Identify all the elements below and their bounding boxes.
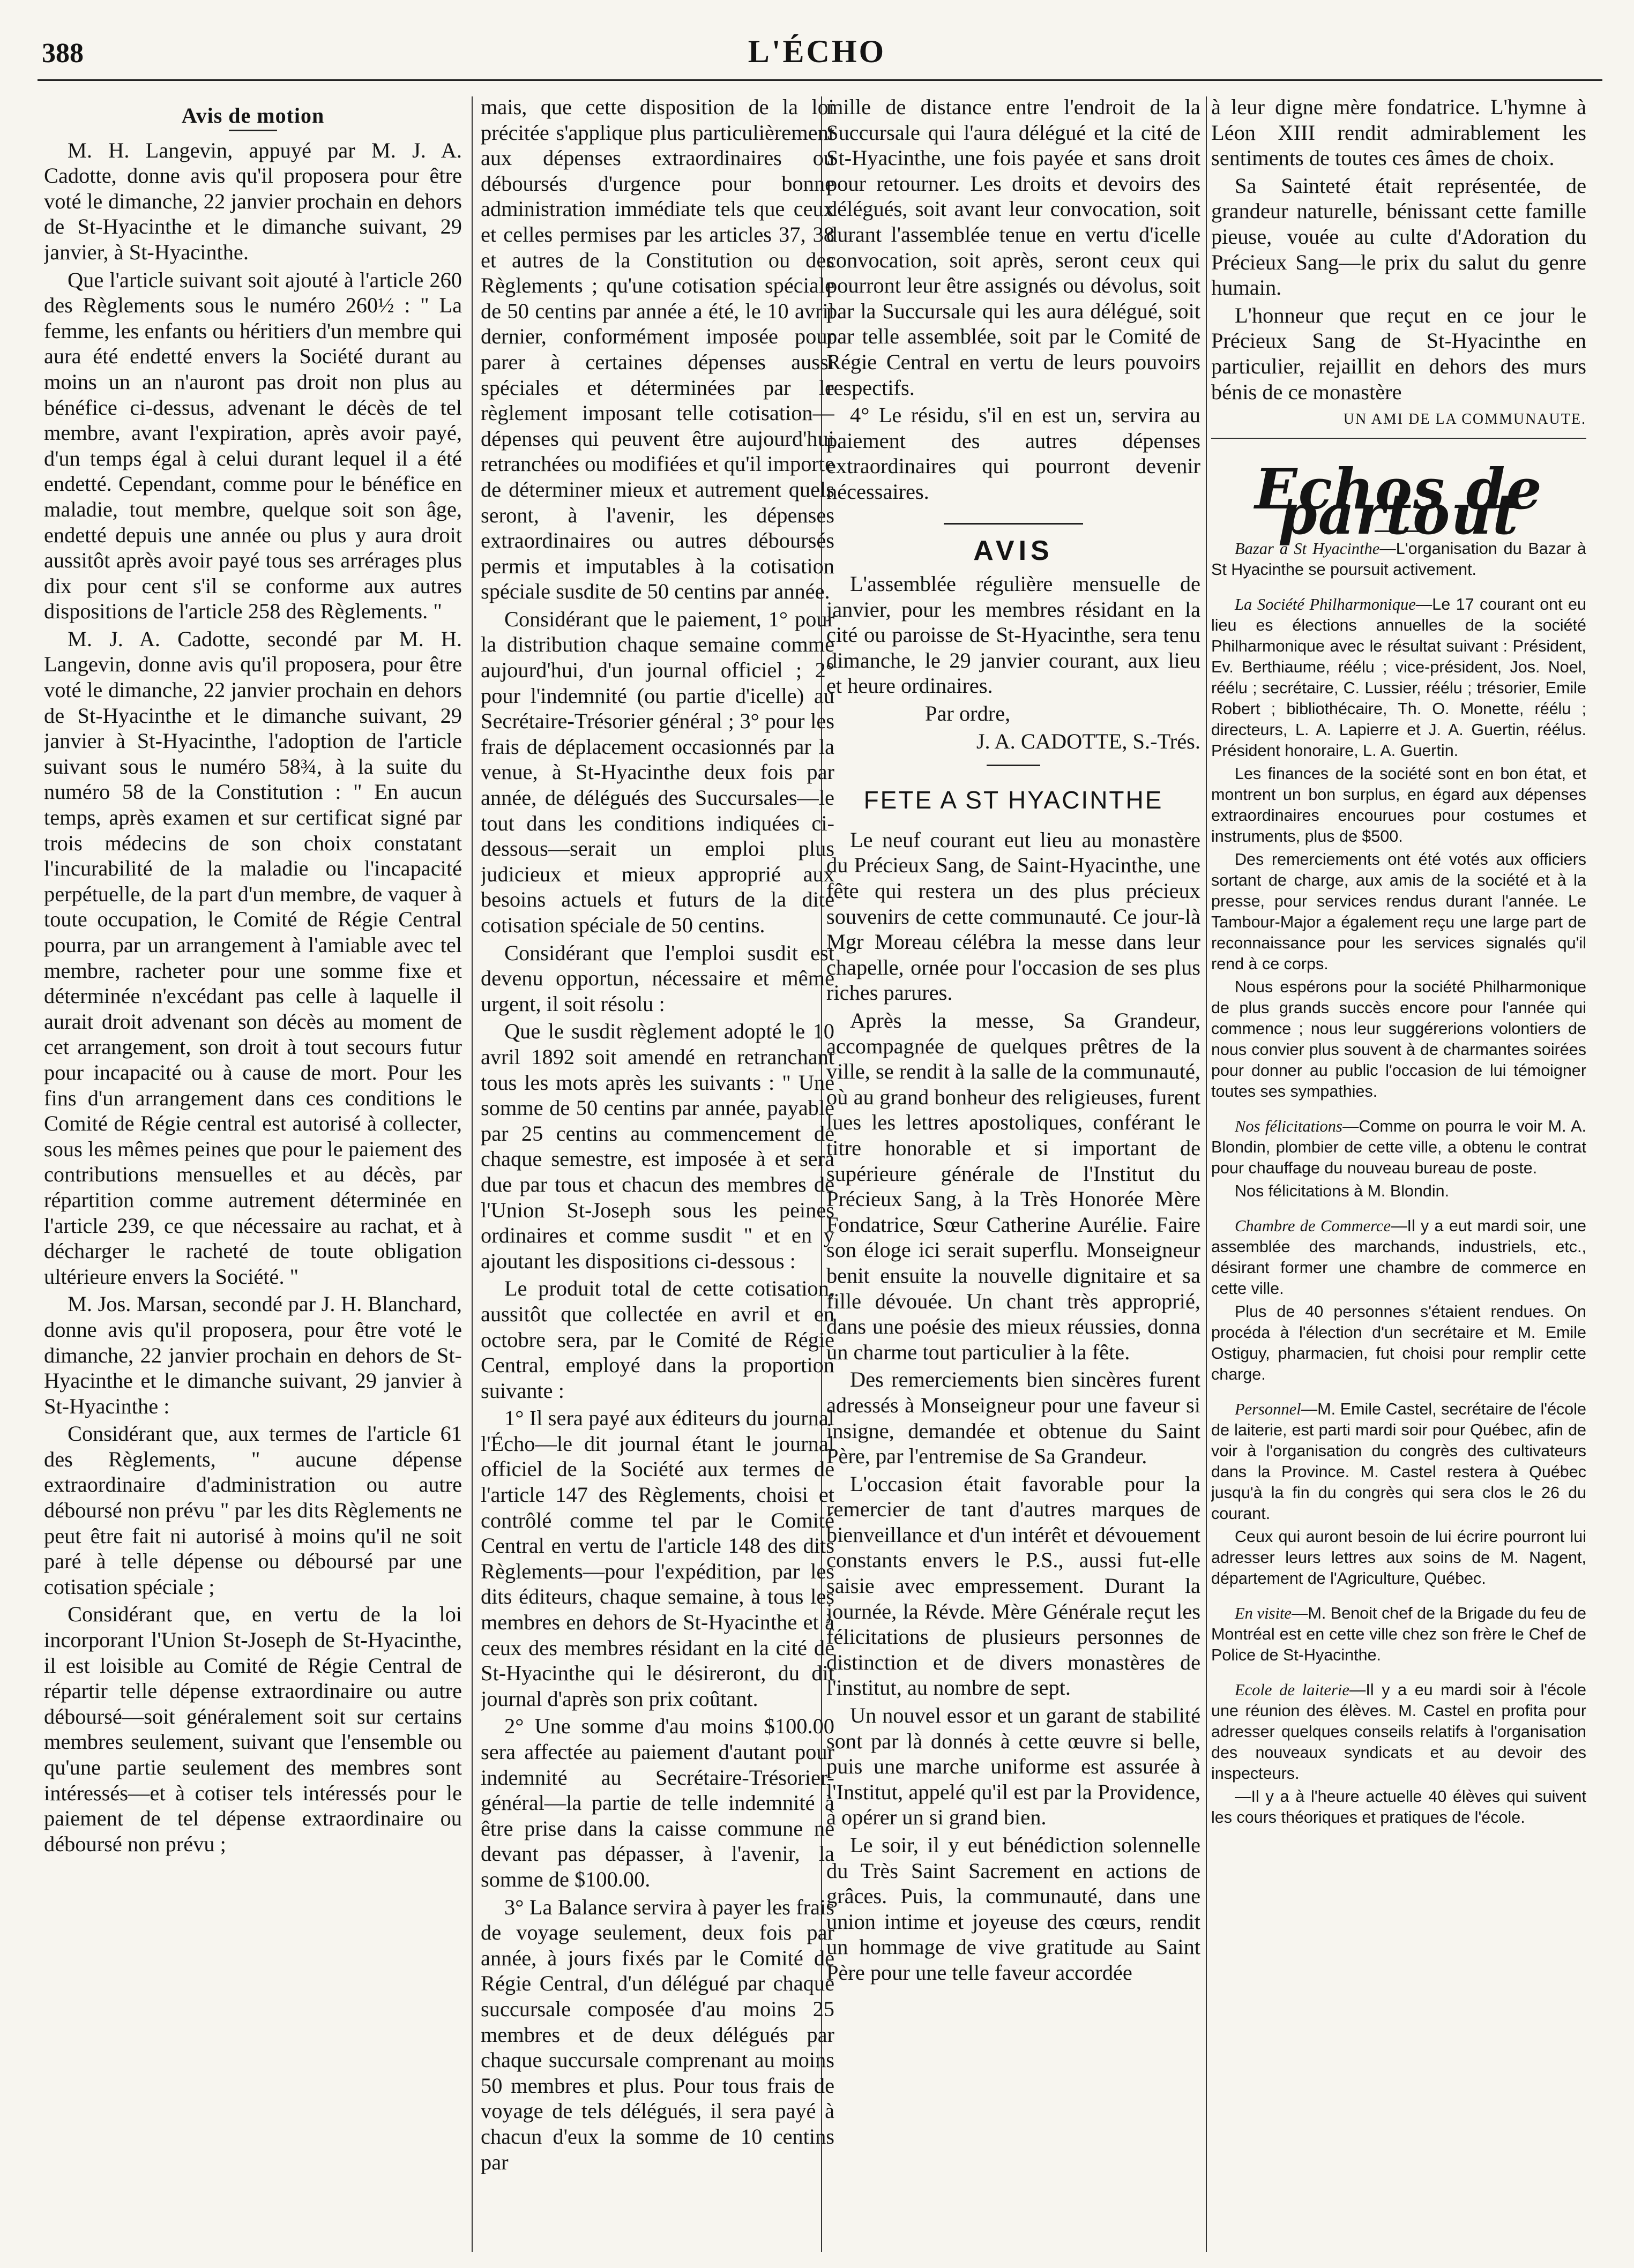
page-header — [0, 0, 1634, 91]
column-2 — [481, 94, 834, 2257]
section-rule — [1211, 438, 1586, 439]
paragraph: Le neuf courant eut lieu au monastère du Précieux Sang, de Saint-Hyacinthe, une fête qui restera un des plus précieux souvenirs de cette communauté. Ce jour-là Mgr Moreau célébra la messe dans leur chapelle, ornée pour l'occasion de ses plus riches parures. — [826, 827, 1200, 1005]
news-item-lead: En visite — [1235, 1604, 1292, 1622]
section-heading-avis: AVIS — [973, 535, 1054, 566]
heading-rule — [229, 130, 277, 131]
paragraph: à leur digne mère fondatrice. L'hymne à Léon XIII rendit admirablement les sentiments de toutes ces âmes de choix. — [1211, 95, 1586, 170]
section-rule — [944, 523, 1083, 525]
news-item — [1211, 1680, 1586, 1784]
news-item-lead: Personnel — [1235, 1399, 1301, 1418]
paragraph: Considérant que, en vertu de la loi incorporant l'Union St-Joseph de St-Hyacinthe, il est loisible au Comité de Régie Central de répartir telle dépense extraordinaire ou autre déboursé—soit généralement soit sur certains membres seulement, suivant que l'ensemble ou qu'une partie seulement des membres sont intéressés—et à cotiser tels intéressés pour le paiement de tel dépense extraordinaire ou déboursé non prévu ; — [44, 1602, 462, 1856]
section-heading-echos: Echos de partout — [1255, 455, 1543, 548]
news-item-text: —Le 17 courant ont eu lieu es élections annuelles de la société Philharmonique avec le résultat suivant : Président, Ev. Berthiaume, réélu ; vice-président, Jos. Noel, réélu ; secrétaire, C. Lussier, réélu ; trésorier, Emile Robert ; bibliothécaire, Th. O. Monette, réélu ; directeurs, L. A. Lapierre et J. A. Guertin, réélus. Président honoraire, L. A. Guertin. — [1211, 595, 1586, 760]
news-item-text: —Il y a eut mardi soir, une assemblée des marchands, industriels, etc., désirant former une chambre de commerce en cette ville. — [1211, 1216, 1586, 1298]
news-item-text: Ceux qui auront besoin de lui écrire pourront lui adresser leurs lettres aux soins de M. Nagent, département de l'Agriculture, Québec. — [1211, 1527, 1586, 1588]
paragraph: Que le susdit règlement adopté le 10 avril 1892 soit amendé en retranchant tous les mots après les suivants : " Une somme de 50 centins par année, payable par 25 centins au commencement de chaque semestre, est imposée à et sera due par tous et chacun des membres de l'Union St-Joseph sous les peines ordinaires et comme susdit " et en y ajoutant les dispositions ci-dessous : — [481, 1019, 834, 1273]
column-divider — [472, 96, 473, 2252]
news-item — [1211, 1181, 1586, 1202]
paragraph: M. Jos. Marsan, secondé par J. H. Blanchard, donne avis qu'il proposera, pour être voté le dimanche, 22 janvier prochain en dehors de St-Hyacinthe et le dimanche suivant, 29 janvier à St-Hyacinthe : — [44, 1292, 462, 1418]
news-item-text: —Comme on pourra le voir M. A. Blondin, plombier de cette ville, a obtenu le contrat pour chauffage du nouveau bureau de poste. — [1211, 1117, 1586, 1177]
news-item — [1211, 849, 1586, 975]
news-item — [1211, 594, 1586, 761]
news-item-text: Nous espérons pour la société Philharmonique de plus grands succès encore pour l'année qui commence ; nous leur suggérerions volontiers de nous convier plus souvent à de charmantes soirées pour donner au public l'occasion de lui témoigner toutes ses sympathies. — [1211, 977, 1586, 1101]
news-item — [1211, 1116, 1586, 1179]
news-item-text: —M. Benoit chef de la Brigade du feu de Montréal est en cette ville chez son frère le Chef de Police de St-Hyacinthe. — [1211, 1604, 1586, 1664]
masthead: L'ÉCHO — [748, 34, 886, 69]
paragraph: mais, que cette disposition de la loi précitée s'applique plus particulièrement aux dépenses extraordinaires ou déboursés d'urgence pour bonne administration immédiate tels que ceux et celles permises par les articles 37, 38 et autres de la Constitution ou des Règlements ; qu'une cotisation spéciale de 50 centins par année a été, le 10 avril dernier, conformément imposée pour parer à certaines dépenses aussi spéciales et déterminées par le règlement imposant telle cotisation—dépenses qui peuvent être aujourd'hui retranchées ou modifiées et qu'il importe de déterminer mieux et autrement quels seront, à l'avenir, les dépenses extraordinaires ou autres déboursés permis et imputables à la cotisation spéciale susdite de 50 centins par année. — [481, 95, 834, 604]
paragraph: Considérant que le paiement, 1° pour la distribution chaque semaine comme aujourd'hui, d'un journal officiel ; 2° pour l'indemnité (ou partie d'icelle) au Secrétaire-Trésorier général ; 3° pour les frais de déplacement occasionnés par la venue, à St-Hyacinthe deux fois par année, de délégués des Succursales—le tout dans les conditions indiquées ci-dessous—serait un emploi plus judicieux et mieux approprié aux besoins actuels et futurs de la dite cotisation spéciale de 50 centins. — [481, 607, 834, 937]
paragraph: M. J. A. Cadotte, secondé par M. H. Langevin, donne avis qu'il proposera, pour être voté le dimanche, 22 janvier prochain en dehors de St-Hyacinthe et le dimanche suivant, 29 janvier à St-Hyacinthe, l'adoption de l'article suivant sous le numéro 58¾, à la suite du numéro 58 de la Constitution : " En aucun temps, après examen et sur certificat signé par trois médecins de son choix constatant l'incurabilité de la maladie ou l'incapacité perpétuelle, de la part d'un membre, de vaquer à toute occupation, le Comité de Régie Central pourra, par un arrangement à l'amiable avec tel membre, racheter pour une somme fixe et déterminée n'excédant pas celle à laquelle il aurait droit advenant son décès au moment de cet arrangement, son droit à tout secours futur pour incapacité ou à cause de mort. Pour les fins d'un arrangement dans ces conditions le Comité de Régie central est autorisé à collecter, sous les mêmes peines que pour le paiement des contributions mensuelles et au décès, par répartition comme autrement déterminée en l'article 239, ce que nécessaire au rachat, et à décharger le racheté de toute obligation ultérieure envers la Société. " — [44, 626, 462, 1289]
news-item — [1211, 1603, 1586, 1666]
column-4 — [1211, 94, 1586, 2257]
paragraph: Un nouvel essor et un garant de stabilité sont par là donnés à cette œuvre si belle, puis une marche uniforme est assurée à l'Institut, appelé qu'il est par la Providence, à opérer un si grand bien. — [826, 1703, 1200, 1830]
paragraph: mille de distance entre l'endroit de la Succursale qui l'aura délégué et la cité de St-Hyacinthe, une fois payée et sans droit pour retourner. Les droits et devoirs des délégués, soit avant leur convocation, soit durant l'assemblée tenue en vertu d'icelle convocation, soit après, seront ceux qui pourront leur être assignés ou dévolus, soit par la Succursale qui les aura délégué, soit par telle assemblée, soit par le Comité de Régie Central en vertu de leurs pouvoirs respectifs. — [826, 95, 1200, 400]
news-item-lead: La Société Philharmonique — [1235, 595, 1416, 613]
paragraph: Considérant que l'emploi susdit est devenu opportun, nécessaire et même urgent, il soit résolu : — [481, 940, 834, 1016]
news-item — [1211, 1526, 1586, 1589]
news-item — [1211, 538, 1586, 580]
news-item-lead: Nos félicitations — [1235, 1117, 1342, 1135]
news-item-text: Des remerciements ont été votés aux officiers sortant de charge, aux amis de la société et à la presse, pour services rendus durant l'année. Le Tambour-Major a également reçu une large part de reconnaissance pour les services signalés qu'il rend à ce corps. — [1211, 850, 1586, 973]
paragraph: L'occasion était favorable pour la remercier de tant d'autres marques de bienveillance et d'un intérêt et dévouement constants envers le P.S., aussi fut-elle saisie avec empressement. Durant la journée, la Révde. Mère Générale reçut les félicitations de plusieurs personnes de distinction et de divers monastères de l'institut, au nombre de sept. — [826, 1471, 1200, 1700]
page-number: 388 — [42, 38, 84, 69]
section-rule — [987, 765, 1040, 766]
paragraph: 4° Le résidu, s'il en est un, servira au paiement des autres dépenses extraordinaires qui pourront devenir nécessaires. — [826, 403, 1200, 504]
news-item — [1211, 1399, 1586, 1524]
news-item-text: Nos félicitations à M. Blondin. — [1235, 1181, 1450, 1200]
par-ordre: Par ordre, — [925, 701, 1011, 726]
news-item-text: —Il y a à l'heure actuelle 40 élèves qui suivent les cours théoriques et pratiques de l'école. — [1211, 1787, 1586, 1827]
paragraph: Des remerciements bien sincères furent adressés à Monseigneur pour une faveur si insigne, demandée et obtenue du Saint Père, par l'entremise de Sa Grandeur. — [826, 1367, 1200, 1469]
paragraph: 2° Une somme d'au moins $100.00 sera affectée au paiement d'autant pour indemnité au Secrétaire-Trésorier-général—la partie de telle indemnité à être prise dans la caisse commune ne devant pas dépasser, à l'avenir, la somme de $100.00. — [481, 1714, 834, 1891]
paragraph: M. H. Langevin, appuyé par M. J. A. Cadotte, donne avis qu'il proposera pour être voté le dimanche, 22 janvier prochain en dehors de St-Hyacinthe et le dimanche suivant, 29 janvier, à St-Hyacinthe. — [44, 138, 462, 264]
column-divider — [1206, 96, 1207, 2252]
news-item-lead: Ecole de laiterie — [1235, 1680, 1349, 1699]
news-item-text: Les finances de la société sont en bon état, et montrent un bon surplus, en égard aux dépenses extraordinaires encourues pour costumes et instruments, plus de $500. — [1211, 764, 1586, 845]
column-1 — [44, 94, 462, 2257]
news-item-lead: Chambre de Commerce — [1235, 1216, 1391, 1235]
paragraph: L'assemblée régulière mensuelle de janvier, pour les membres résidant en la cité ou paroisse de St-Hyacinthe, sera tenu dimanche, le 29 janvier courant, aux lieu et heure ordinaires. — [826, 572, 1200, 698]
signature: UN AMI DE LA COMMUNAUTE. — [1343, 411, 1586, 428]
paragraph: Considérant que, aux termes de l'article 61 des Règlements, " aucune dépense extraordinaire d'administration ou autre déboursé non prévu " par les dits Règlements ne peut être fait ni autorisé à moins qu'il ne soit paré à telle dépense ou déboursé par une cotisation spéciale ; — [44, 1421, 462, 1599]
news-item — [1211, 977, 1586, 1102]
paragraph: Le produit total de cette cotisation, aussitôt que collectée en avril et en octobre sera, par le Comité de Régie Central, employé dans la proportion suivante : — [481, 1276, 834, 1403]
news-item-text: —L'organisation du Bazar à St Hyacinthe se poursuit activement. — [1211, 539, 1586, 579]
paragraph: L'honneur que reçut en ce jour le Précieux Sang de St-Hyacinthe en particulier, rejaillit en dehors des murs bénis de ce monastère — [1211, 303, 1586, 404]
news-item — [1211, 1786, 1586, 1828]
paragraph: 3° La Balance servira à payer les frais de voyage seulement, deux fois par année, à jours fixés par le Comité de Régie Central, d'un délégué par chaque succursale composée d'au moins 25 membres et de deux délégués par chaque succursale comprenant au moins 50 membres et plus. Pour tous frais de voyage de tels délégués, il sera payé à chacun d'eux la somme de 10 centins par — [481, 1895, 834, 2174]
section-heading-fete: FETE A ST HYACINTHE — [863, 786, 1163, 814]
signature: J. A. CADOTTE, S.-Trés. — [976, 729, 1200, 753]
paragraph: Après la messe, Sa Grandeur, accompagnée de quelques prêtres de la ville, se rendit à la salle de la communauté, où au grand bonheur des religieuses, furent lues les lettres apostoliques, conférant le titre honorable et si important de supérieure générale de l'Institut du Précieux Sang, à la Très Honorée Mère Fondatrice, Sœur Catherine Aurélie. Faire son éloge ici serait superflu. Monseigneur benit ensuite la nouvelle dignitaire et sa fille dévouée. Un chant très approprié, dans une poésie des mieux réussies, donna un charme tout particulier à la fête. — [826, 1008, 1200, 1364]
news-item — [1211, 1301, 1586, 1385]
paragraph: Le soir, il y eut bénédiction solennelle du Très Saint Sacrement en actions de grâces. Puis, la communauté, dans une union intime et joyeuse des cœurs, rendit un hommage de vive gratitude au Saint Père pour une telle faveur accordée — [826, 1833, 1200, 1985]
news-item-text: Plus de 40 personnes s'étaient rendues. On procéda à l'élection d'un secrétaire et M. Emile Ostiguy, pharmacien, fut choisi pour remplir cette charge. — [1211, 1302, 1586, 1383]
news-item-text: —Il y a eu mardi soir à l'école une réunion des élèves. M. Castel en profita pour adresser quelques conseils relatifs à l'organisation des nouveaux syndicats et au devoir des inspecteurs. — [1211, 1680, 1586, 1783]
news-item-text: —M. Emile Castel, secrétaire de l'école de laiterie, est parti mardi soir pour Québec, afin de voir à l'organisation du congrès des cultivateurs dans la Province. M. Castel restera à Québec jusqu'à la fin du congrès qui sera clos le 26 du courant. — [1211, 1399, 1586, 1523]
paragraph: Sa Sainteté était représentée, de grandeur naturelle, bénissant cette famille pieuse, vouée au culte d'Adoration du Précieux Sang—le prix du salut du genre humain. — [1211, 173, 1586, 300]
header-rule — [38, 79, 1602, 81]
paragraph: 1° Il sera payé aux éditeurs du journal l'Écho—le dit journal étant le journal officiel de la Société aux termes de l'article 147 des Règlements, choisi et contrôlé comme tel par le Comité Central en vertu de l'article 148 des dits Règlements—pour l'expédition, par les dits éditeurs, chaque semaine, à tous les membres en dehors de St-Hyacinthe et à ceux des membres résidant en la cité de St-Hyacinthe qui le désireront, du dit journal d'après son prix coûtant. — [481, 1406, 834, 1711]
section-heading-avis-de-motion: Avis de motion — [181, 103, 325, 128]
news-item — [1211, 1216, 1586, 1299]
paragraph: Que l'article suivant soit ajouté à l'article 260 des Règlements sous le numéro 260½ : " La femme, les enfants ou héritiers d'un membre qui aura été endetté envers la Société durant au moins un an n'auront pas droit non plus au bénéfice ci-dessus, advenant le décès de tel membre, avant l'expiration, après avoir payé, d'un temps égal à celui durant lequel il a été endetté. Cependant, comme pour le bénéfice en maladie, tout membre, quelque soit son âge, endetté depuis une année ou plus y aura droit aussitôt après avoir payé tous ses arrérages plus dix pour cent s'il se conforme aux autres dispositions de l'article 258 des Règlements. " — [44, 267, 462, 624]
news-item-lead: Bazar à St Hyacinthe — [1235, 539, 1380, 558]
news-item — [1211, 764, 1586, 847]
column-3 — [826, 94, 1200, 2257]
